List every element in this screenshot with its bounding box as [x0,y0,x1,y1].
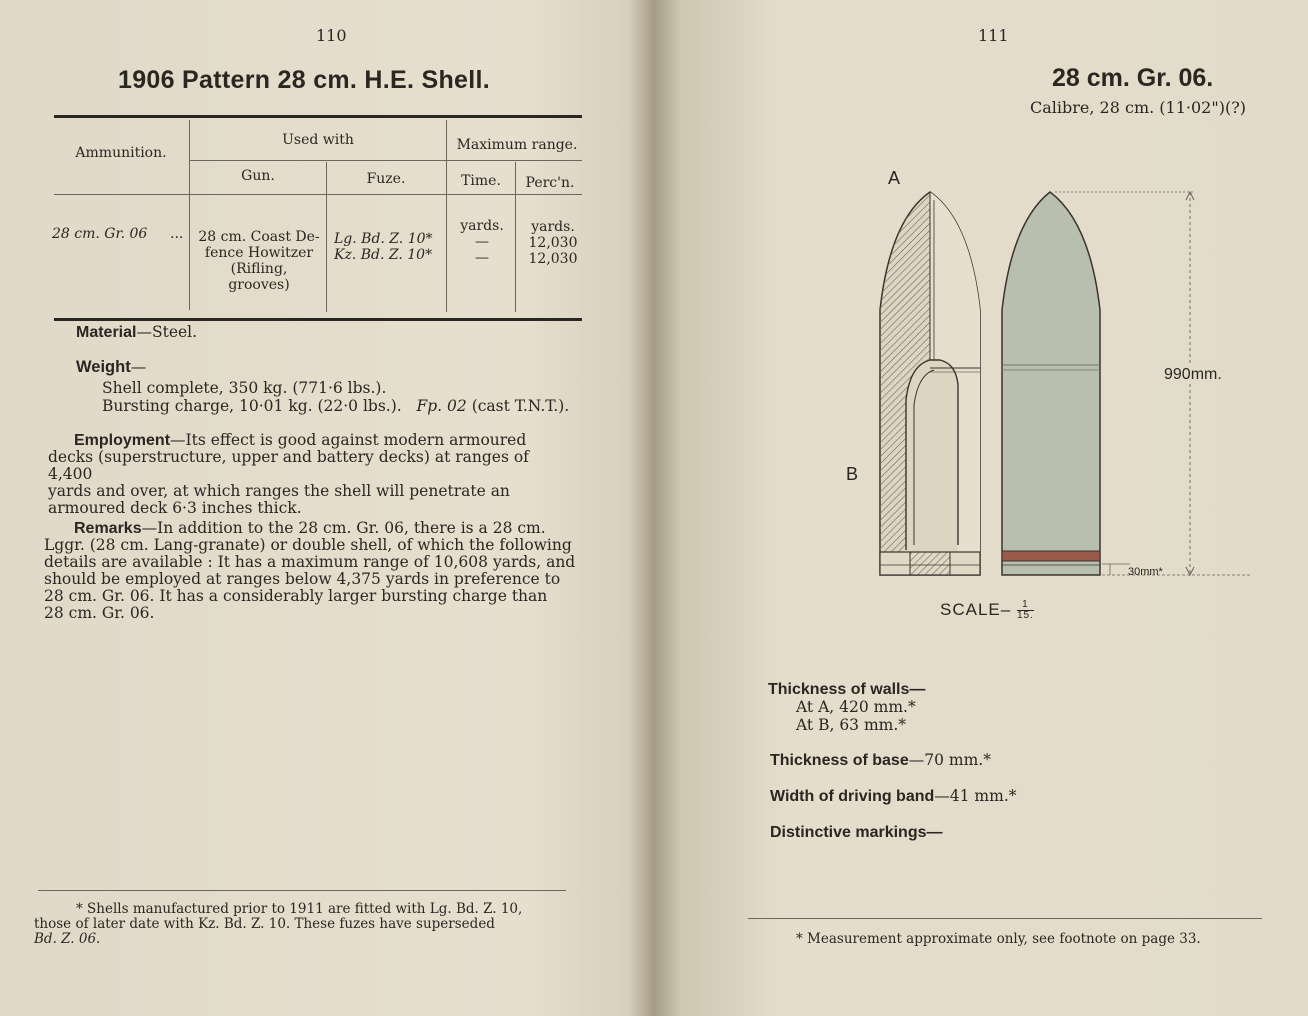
base-thickness [770,752,991,769]
table-bottom-rule [54,318,582,321]
weight-label: Weight [76,358,131,376]
table-header-gun: Gun. [241,168,275,184]
weight-section [76,359,146,376]
table-header-max-range: Maximum range. [456,137,578,153]
footnote-rule-left [38,890,566,891]
perc-line: 12,030 [528,235,578,251]
table-header-used-with: Used with [282,132,354,148]
shell-drawing [830,160,1250,630]
table-cell-gun [192,229,326,293]
weight-line [102,398,569,415]
perc-line: yards. [531,219,575,235]
band-label: Width of driving band [770,788,935,805]
remarks-line: should be employed at ranges below 4,375 yards in preference to [44,570,561,588]
gun-line: 28 cm. Coast De- [198,229,320,245]
employment-label: Employment [74,432,171,449]
footnote-rule-right [748,918,1262,919]
remarks-section [44,520,578,622]
fuze-line: Lg. Bd. Z. 10* [334,231,433,247]
time-line: — [475,250,489,266]
drawing-length-label: 990mm. [1164,366,1222,383]
table-header-fuze: Fuze. [366,171,406,187]
shell-exterior [1002,192,1100,575]
employment-section [48,432,578,517]
material-label: Material [76,324,137,341]
table-header-perc: Perc'n. [525,175,575,191]
page-number-left: 110 [316,26,347,45]
table-cell-fuze [334,231,433,263]
table-cell-time [449,218,515,266]
weight-line2a: Bursting charge, 10·01 kg. (22·0 lbs.). [102,397,402,415]
remarks-label: Remarks [74,520,142,537]
shell-section [880,192,980,575]
table-cell-perc [518,219,588,267]
walls-label: Thickness of walls— [768,681,926,698]
weight-line2b: Fp. 02 [416,397,467,415]
remarks-line: Lggr. (28 cm. Lang-granate) or double shell, of which the following [44,536,572,554]
time-line: — [475,234,489,250]
remarks-line: —In addition to the 28 cm. Gr. 06, there is a 28 cm. [141,519,546,537]
perc-line: 12,030 [528,251,578,267]
gun-line: grooves) [228,277,290,293]
drawing-label-a: A [888,168,901,188]
walls-b: At B, 63 mm.* [796,716,907,734]
gun-line: fence Howitzer [204,245,314,261]
footnote-line: Bd. Z. 06. [34,931,101,947]
footnote-right: * Measurement approximate only, see footnote on page 33. [796,931,1201,947]
employment-line: armoured deck 6·3 inches thick. [48,499,302,517]
base-text: —70 mm.* [908,751,991,769]
table-top-rule [54,115,582,118]
material-text: —Steel. [136,323,198,341]
table-cell-ammunition: 28 cm. Gr. 06 [52,226,148,242]
employment-line: —Its effect is good against modern armoured [170,431,527,449]
weight-line: Shell complete, 350 kg. (771·6 lbs.). [102,379,387,397]
remarks-line: 28 cm. Gr. 06. It has a considerably larger bursting charge than [44,587,548,605]
weight-line2c: (cast T.N.T.). [471,397,570,415]
table-header-time: Time. [461,173,501,189]
employment-line: decks (superstructure, upper and battery decks) at ranges of 4,400 [48,448,529,483]
employment-line: yards and over, at which ranges the shell will penetrate an [48,482,510,500]
footnote-left [34,902,568,947]
page-number-right: 111 [978,26,1009,45]
right-page [660,0,1308,1016]
left-page [0,0,640,1016]
material-section [76,324,197,341]
gun-line: (Rifling, [230,261,288,277]
remarks-line: 28 cm. Gr. 06. [44,604,155,622]
drawing-base-label: 30mm* [1128,566,1163,578]
scale-label [940,600,1034,621]
markings-label: Distinctive markings— [770,824,943,841]
weight-dash: — [130,358,147,376]
page-title-left: 1906 Pattern 28 cm. H.E. Shell. [118,66,490,94]
driving-band [770,788,1017,805]
table-vrule [189,120,190,310]
scale-text: SCALE– [940,599,1012,619]
footnote-line: those of later date with Kz. Bd. Z. 10. These fuzes have superseded [34,916,495,932]
footnote-line: * Shells manufactured prior to 1911 are fitted with Lg. Bd. Z. 10, [76,901,523,917]
table-header-bottom-rule [54,194,582,195]
fuze-line: Kz. Bd. Z. 10* [334,247,433,263]
drawing-label-b: B [846,464,859,484]
calibre-subtitle: Calibre, 28 cm. (11·02")(?) [1030,98,1247,117]
scale-numerator: 1 [1017,600,1034,611]
base-label: Thickness of base [770,752,909,769]
remarks-line: details are available : It has a maximum range of 10,608 yards, and [44,553,576,571]
table-header-ammunition: Ammunition. [75,145,167,161]
scale-denominator: 15. [1016,610,1034,621]
table-header-sub-rule [190,160,582,161]
time-line: yards. [460,218,504,234]
table-cell-dots: ... [170,226,184,242]
page-title-right: 28 cm. Gr. 06. [1052,64,1214,92]
walls-a: At A, 420 mm.* [796,698,916,716]
band-text: —41 mm.* [934,787,1017,805]
